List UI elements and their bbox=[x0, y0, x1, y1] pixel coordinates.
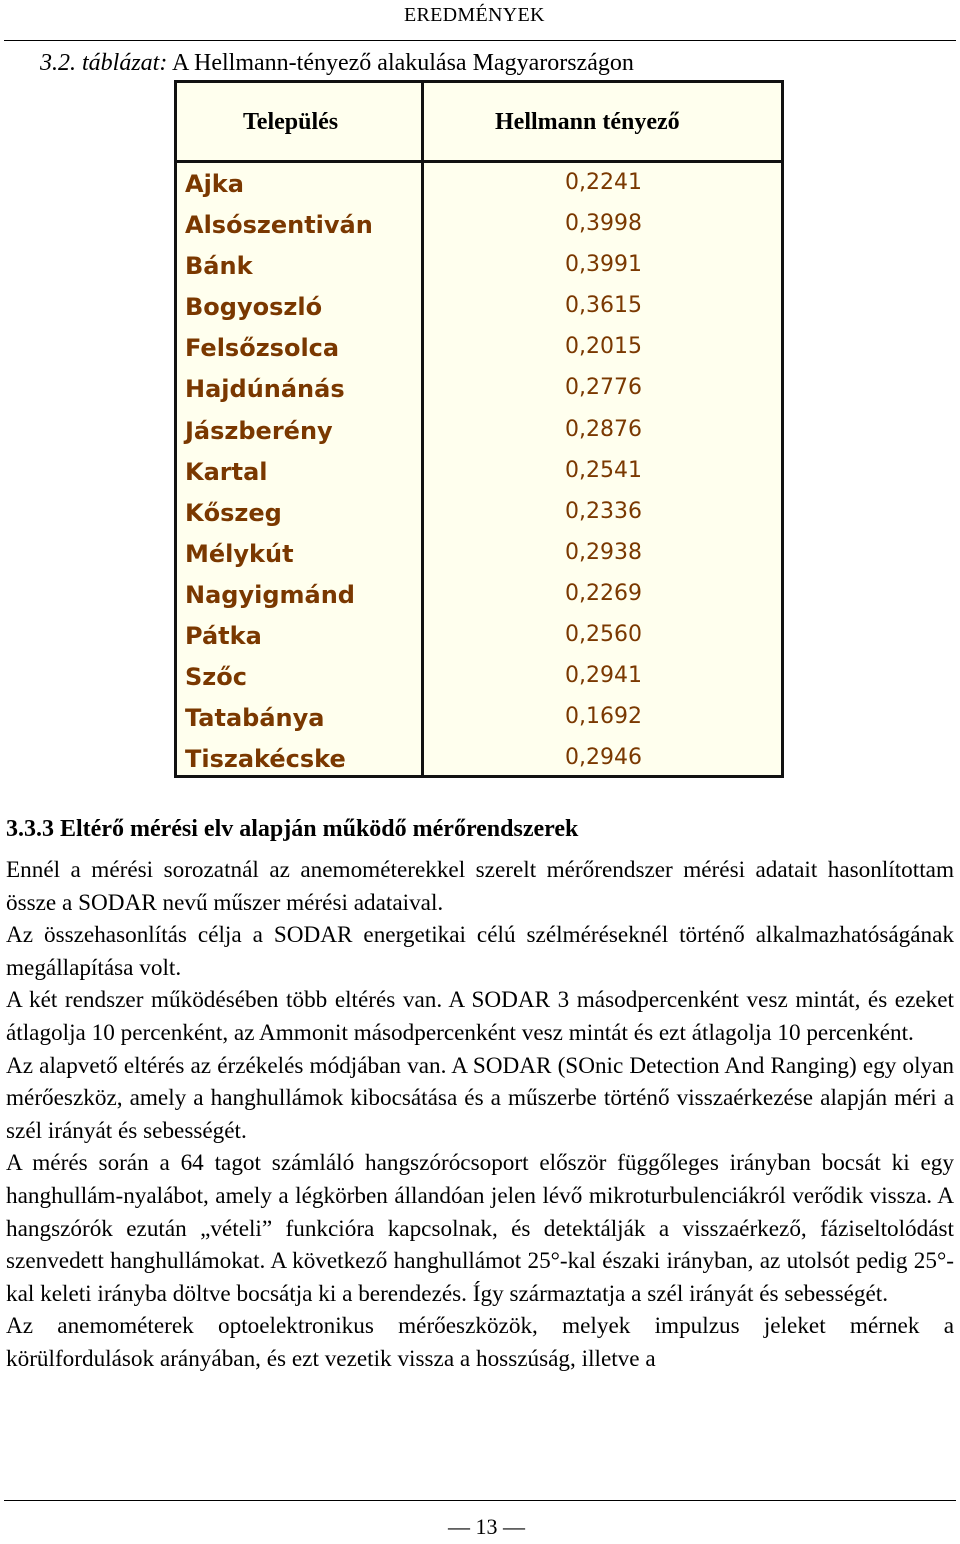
hellmann-value: 0,2336 bbox=[565, 498, 642, 524]
section-heading: 3.3.3 Eltérő mérési elv alapján működő mérőrendszerek bbox=[6, 816, 579, 842]
settlement-name: Szőc bbox=[185, 663, 247, 692]
hellmann-value: 0,3998 bbox=[565, 211, 642, 237]
header-rule bbox=[4, 40, 956, 41]
table-body bbox=[177, 165, 781, 781]
hellmann-value: 0,2938 bbox=[565, 539, 642, 565]
header-row-rule bbox=[177, 160, 781, 163]
settlement-name: Jászberény bbox=[185, 416, 333, 445]
hellmann-value: 0,2269 bbox=[565, 580, 642, 606]
settlement-name: Kartal bbox=[185, 457, 268, 486]
paragraph: Az anemométerek optoelektronikus mérőeszközök, melyek impulzus jeleket mérnek a körülfordulások arányában, és ezt vezetik vissza a hosszúság, illetve a bbox=[6, 1313, 954, 1372]
hellmann-value: 0,3615 bbox=[565, 293, 642, 319]
footer-rule bbox=[4, 1500, 956, 1501]
hellmann-table bbox=[174, 80, 784, 778]
hellmann-value: 0,2015 bbox=[565, 334, 642, 360]
column-header-settlement: Település bbox=[243, 109, 339, 135]
table-row bbox=[177, 412, 781, 453]
table-row bbox=[177, 206, 781, 247]
paragraph: A két rendszer működésében több eltérés van. A SODAR 3 másodpercenként vesz mintát, és ezeket átlagolja 10 percenként, az Ammonit másodpercenként vesz mintát és ezt átlagolja 10 percenként. bbox=[6, 987, 954, 1046]
hellmann-value: 0,3991 bbox=[565, 252, 642, 278]
table-row bbox=[177, 699, 781, 740]
table-caption bbox=[40, 50, 634, 77]
caption-label: 3.2. táblázat: bbox=[40, 50, 168, 76]
table-row bbox=[177, 494, 781, 535]
table-row bbox=[177, 740, 781, 781]
running-header: EREDMÉNYEK bbox=[404, 4, 545, 26]
settlement-name: Mélykút bbox=[185, 539, 294, 568]
table-row bbox=[177, 535, 781, 576]
table-row bbox=[177, 658, 781, 699]
table-row bbox=[177, 165, 781, 206]
settlement-name: Kőszeg bbox=[185, 498, 282, 527]
settlement-name: Tatabánya bbox=[185, 704, 325, 733]
paragraph: Az alapvető eltérés az érzékelés módjában van. A SODAR (SOnic Detection And Ranging) egy olyan mérőeszköz, amely a hanghullámok kibocsátása és a műszerbe történő visszaérkezése alapján méri a szél irányát és sebességét. bbox=[6, 1052, 954, 1144]
settlement-name: Tiszakécske bbox=[185, 745, 346, 774]
settlement-name: Bogyoszló bbox=[185, 293, 323, 322]
table-row bbox=[177, 247, 781, 288]
paragraph: Ennél a mérési sorozatnál az anemométerekkel szerelt mérőrendszer mérési adatait hasonlítottam össze a SODAR nevű műszer mérési adataival. bbox=[6, 857, 954, 916]
section-body bbox=[6, 812, 954, 1376]
column-header-hellmann: Hellmann tényező bbox=[495, 109, 680, 135]
hellmann-value: 0,1692 bbox=[565, 704, 642, 730]
page-number: — 13 — bbox=[448, 1514, 525, 1539]
table-row bbox=[177, 329, 781, 370]
hellmann-value: 0,2560 bbox=[565, 622, 642, 648]
hellmann-value: 0,2941 bbox=[565, 663, 642, 689]
settlement-name: Hajdúnánás bbox=[185, 375, 345, 404]
settlement-name: Felsőzsolca bbox=[185, 334, 340, 363]
settlement-name: Alsószentiván bbox=[185, 211, 373, 240]
settlement-name: Nagyigmánd bbox=[185, 580, 355, 609]
paragraph: Az összehasonlítás célja a SODAR energetikai célú szélméréseknél történő alkalmazhatóságának megállapítása volt. bbox=[6, 922, 954, 981]
hellmann-value: 0,2241 bbox=[565, 170, 642, 195]
settlement-name: Bánk bbox=[185, 252, 253, 281]
table-row bbox=[177, 453, 781, 494]
hellmann-value: 0,2541 bbox=[565, 457, 642, 483]
hellmann-value: 0,2776 bbox=[565, 375, 642, 401]
paragraph: A mérés során a 64 tagot számláló hangszórócsoport először függőleges irányban bocsát ki egy hanghullám-nyalábot, amely a légkörben állandóan jelen lévő mikroturbulenciákról verődik vissza. A hangszórók ezután „vételi” funkcióra kapcsolnak, és detektálják a visszaérkező, fáziseltolódást szenvedett hanghullámokat. A következő hanghullámot 25°-kal északi irányban, az utolsót pedig 25°-kal keleti irányba döltve bocsátja ki a berendezés. Így származtatja a szél irányát és sebességét. bbox=[6, 1150, 954, 1307]
table-row bbox=[177, 370, 781, 411]
caption-text: A Hellmann-tényező alakulása Magyarországon bbox=[167, 50, 634, 76]
settlement-name: Pátka bbox=[185, 622, 262, 651]
table-row bbox=[177, 576, 781, 617]
hellmann-value: 0,2946 bbox=[565, 745, 642, 771]
settlement-name: Ajka bbox=[185, 170, 244, 198]
hellmann-value: 0,2876 bbox=[565, 416, 642, 442]
table-row bbox=[177, 617, 781, 658]
table-row bbox=[177, 288, 781, 329]
